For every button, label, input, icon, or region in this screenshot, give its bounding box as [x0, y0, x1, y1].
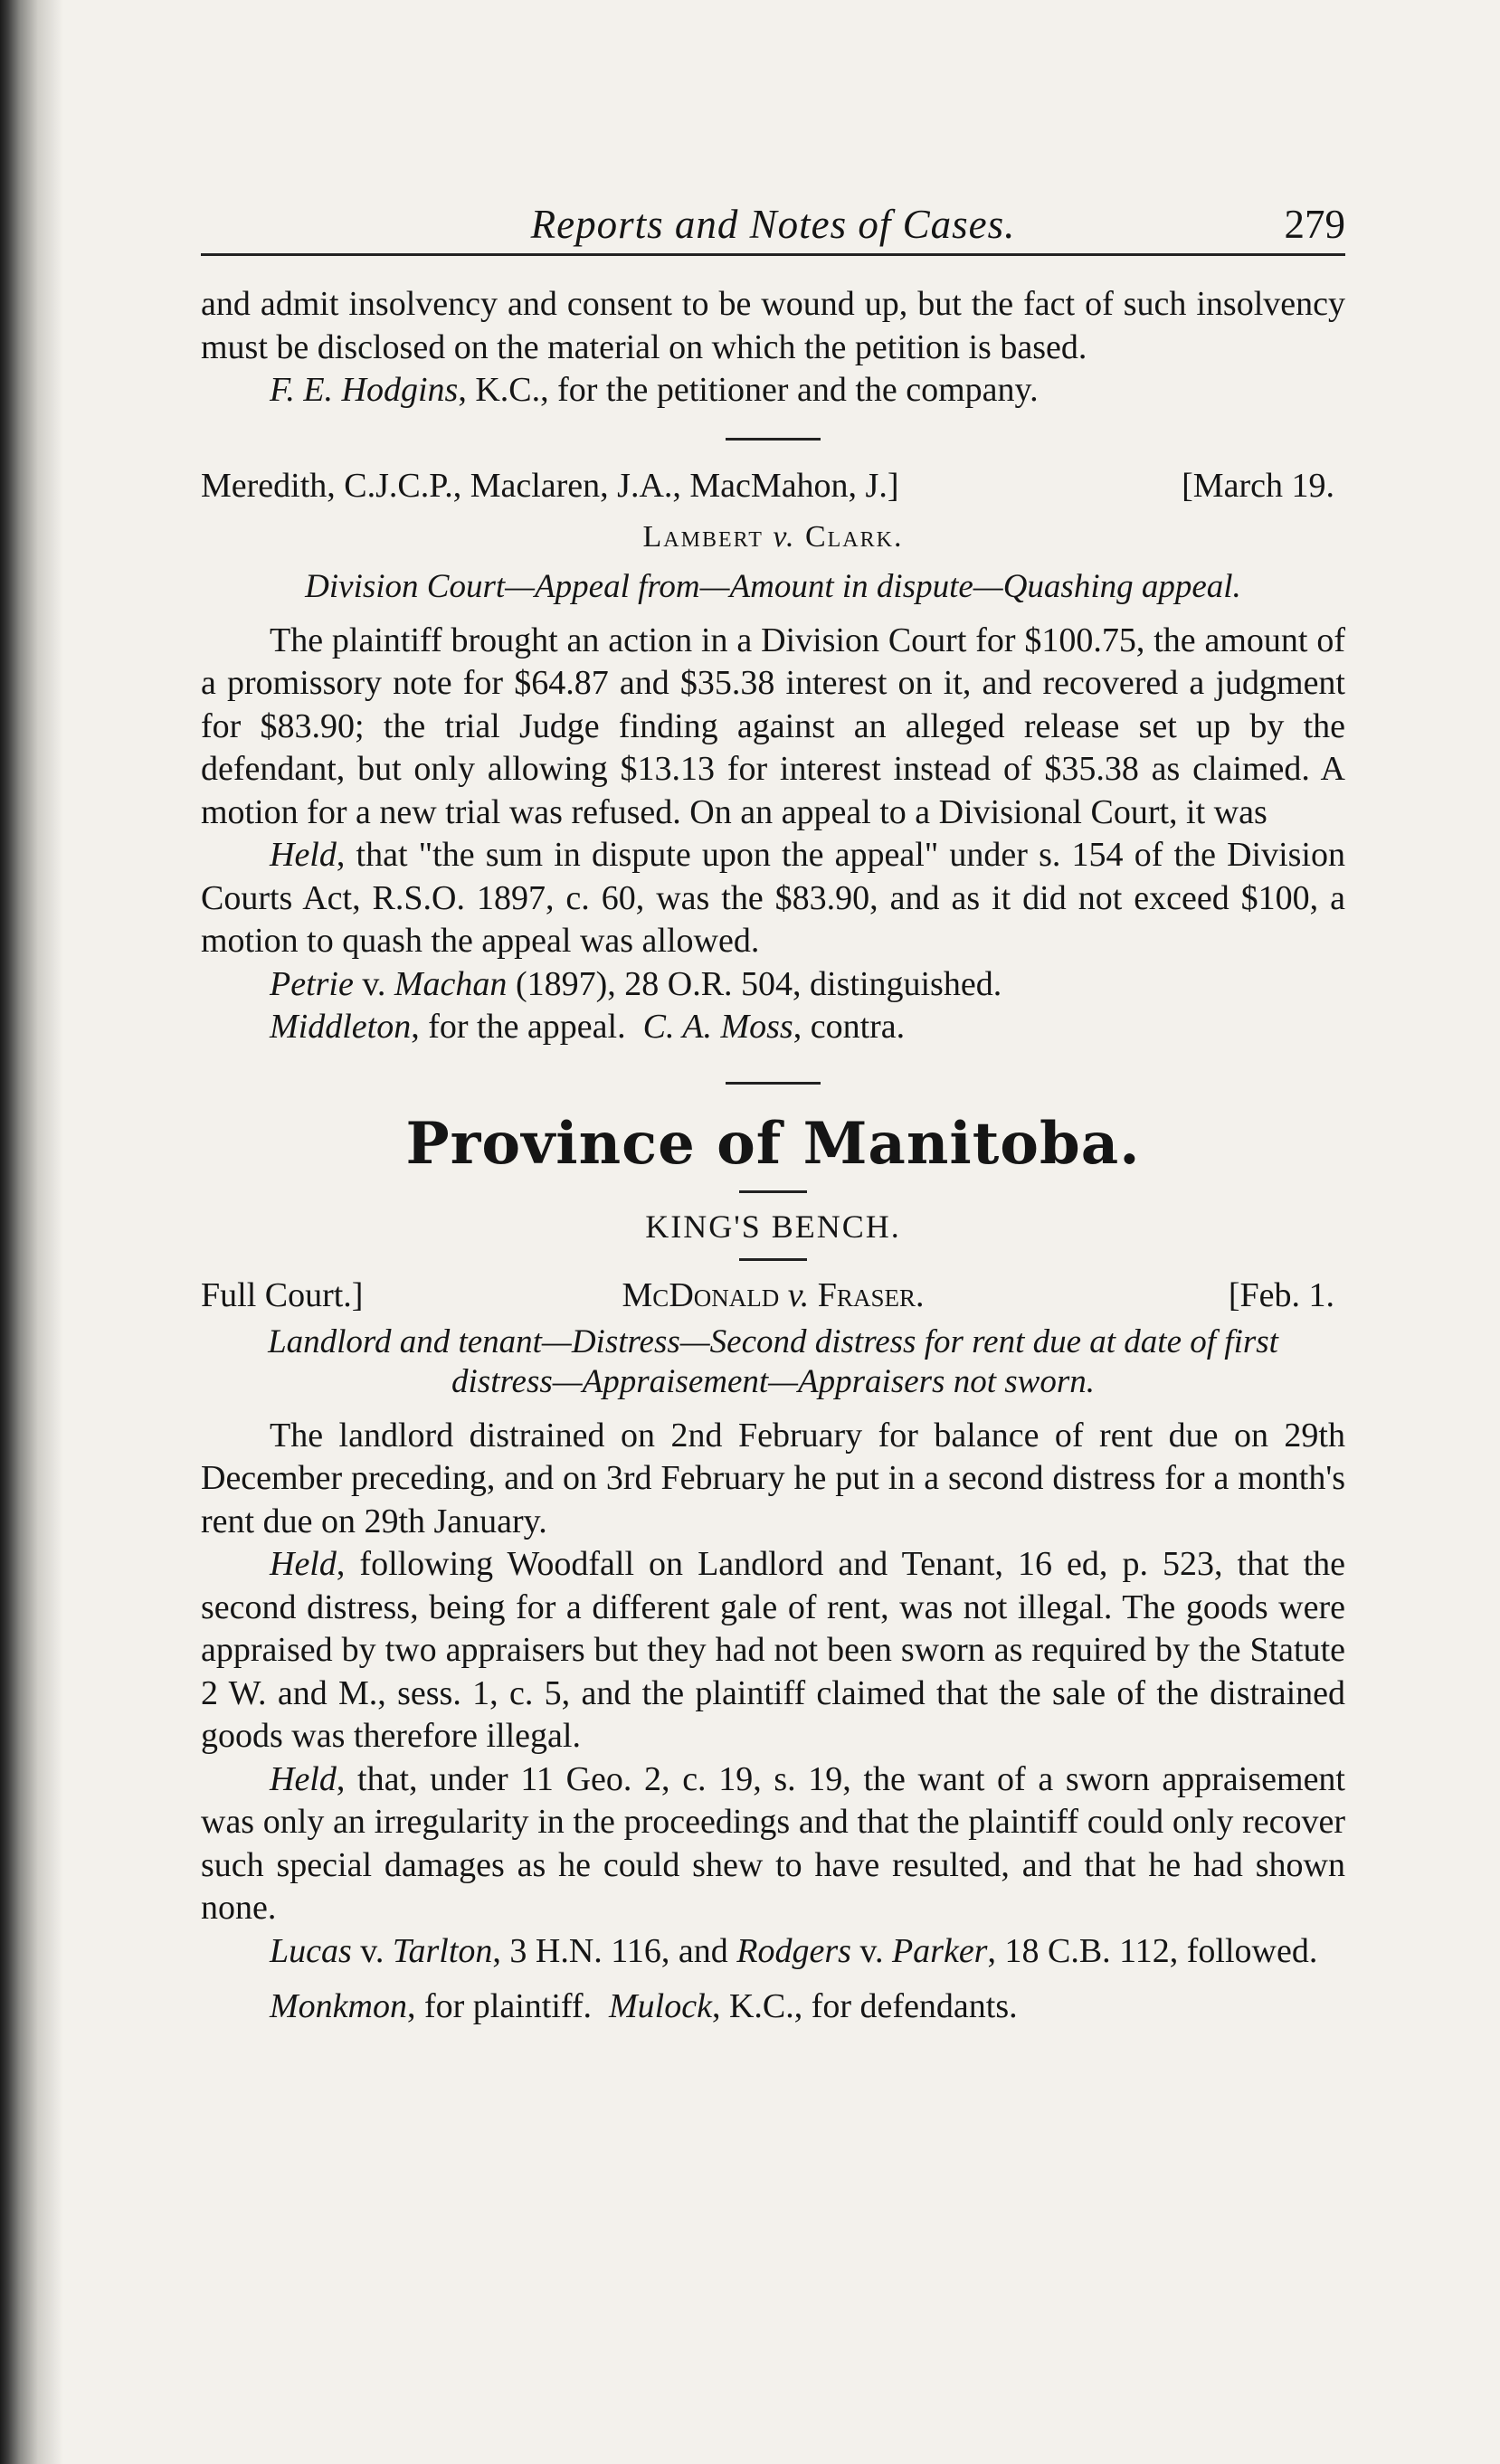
counsel-name: F. E. Hodgins: [270, 371, 459, 409]
case2-party2: Clark.: [804, 519, 904, 554]
page-header: [201, 190, 1345, 256]
page: [201, 190, 1345, 2029]
case3-counsel: [201, 1985, 1345, 2029]
cite-name: Rodgers: [736, 1931, 851, 1970]
case2-versus: v.: [773, 519, 796, 554]
case2-title: [201, 520, 1345, 554]
case3-bench-line: [201, 1275, 1345, 1322]
case3-headnote: [201, 1322, 1345, 1402]
held-text: , that "the sum in dispute upon the appeal" under s. 154 of the Division Courts Act, R.S.O. 1897, c. 60, was the $83.90, and as it did not exceed $100, a motion to quash the appeal was allowed.: [201, 836, 1345, 960]
held-text: , that, under 11 Geo. 2, c. 19, s. 19, the want of a sworn appraisement was only an irregularity in the proceedings and that the plaintiff could only recover such special damages as he could shew to have resulted, and that he had shown none.: [201, 1759, 1345, 1927]
book-binding-shadow: [0, 0, 63, 2464]
case2-citation: [201, 963, 1345, 1007]
held-text: , following Woodfall on Landlord and Tenant, 16 ed, p. 523, that the second distress, being for a different gale of rent, was not illegal. The goods were appraised by two appraisers but they had not been sworn as required by the Statute 2 W. and M., sess. 1, c. 5, and the plaintiff claimed that the sale of the distrained goods was therefore illegal.: [201, 1545, 1345, 1755]
held-label: Held: [270, 836, 337, 874]
counsel-name: Middleton: [270, 1008, 412, 1046]
cite-name: Tarlton: [392, 1931, 493, 1970]
section-rule-short: [739, 1258, 807, 1261]
cite-name: Lucas: [270, 1931, 352, 1970]
case2-party1: Lambert: [642, 519, 764, 554]
cite-name: Parker: [891, 1931, 988, 1970]
case3-date: [Feb. 1.: [1228, 1275, 1334, 1314]
section-title: Province of Manitoba.: [405, 1109, 1141, 1178]
cite-versus: v.: [362, 964, 386, 1003]
case2-headnote: Division Court—Appeal from—Amount in dispute—Quashing appeal.: [305, 567, 1241, 605]
court-name: KING'S BENCH.: [645, 1208, 901, 1245]
held-label: Held: [270, 1545, 337, 1583]
case2-bench-line: [201, 466, 1345, 513]
cite-name: Petrie: [270, 964, 354, 1003]
cite-rest: , 18 C.B. 112, followed.: [987, 1931, 1318, 1970]
case1-tail-paragraph: and admit insolvency and consent to be wound up, but the fact of such insolvency must be disclosed on the material on which the petition is based.: [201, 285, 1345, 366]
case3-versus: v.: [787, 1275, 810, 1314]
cite-versus: v.: [859, 1931, 884, 1970]
counsel-rest: , K.C., for the petitioner and the company.: [458, 371, 1039, 409]
headnote-line: Landlord and tenant—Distress—Second distress for rent due at date of first: [268, 1322, 1278, 1360]
counsel-rest: , K.C., for defendants.: [711, 1987, 1018, 2025]
counsel-name: Mulock: [609, 1987, 712, 2025]
cite-rest: (1897), 28 O.R. 504, distinguished.: [507, 964, 1002, 1003]
section-rule: [726, 438, 821, 441]
case2-facts: The plaintiff brought an action in a Division Court for $100.75, the amount of a promissory note for $64.87 and $35.38 interest on it, and recovered a judgment for $83.90; the trial Judge finding against an alleged release set up by the defendant, but only allowing $13.13 for interest instead of $35.38 as claimed. A motion for a new trial was refused. On an appeal to a Divisional Court, it was: [201, 621, 1345, 831]
headnote-line: distress—Appraisement—Appraisers not sworn.: [451, 1362, 1095, 1400]
case3-title: [201, 1275, 1345, 1315]
cite-rest: , 3 H.N. 116, and: [492, 1931, 737, 1970]
section-rule: [726, 1082, 821, 1085]
cite-name: Machan: [394, 964, 508, 1003]
counsel-name: C. A. Moss: [642, 1008, 793, 1046]
case2-date: [March 19.: [1182, 466, 1334, 505]
case3-party1: McDonald: [622, 1275, 780, 1314]
running-title: Reports and Notes of Cases.: [530, 202, 1016, 247]
case3-held-2: [201, 1758, 1345, 1930]
case2-held: [201, 834, 1345, 963]
case1-counsel: [201, 369, 1345, 412]
section-rule-short: [739, 1190, 807, 1193]
counsel-rest: , for the appeal.: [411, 1008, 626, 1046]
case2-bench: Meredith, C.J.C.P., Maclaren, J.A., MacMahon, J.]: [201, 466, 899, 505]
counsel-name: Monkmon: [270, 1987, 407, 2025]
case3-held-1: [201, 1543, 1345, 1758]
counsel-rest: , contra.: [793, 1008, 906, 1046]
page-number: 279: [1284, 202, 1345, 247]
case3-party2: Fraser.: [817, 1275, 925, 1314]
case3-facts: The landlord distrained on 2nd February for balance of rent due on 29th December preceding, and on 3rd February he put in a second distress for a month's rent due on 29th January.: [201, 1416, 1345, 1540]
case3-citation: [201, 1930, 1345, 1974]
held-label: Held: [270, 1759, 337, 1798]
cite-versus: v.: [360, 1931, 384, 1970]
counsel-rest: , for plaintiff.: [406, 1987, 592, 2025]
case2-counsel: [201, 1006, 1345, 1049]
case3-bench: Full Court.]: [201, 1275, 364, 1314]
